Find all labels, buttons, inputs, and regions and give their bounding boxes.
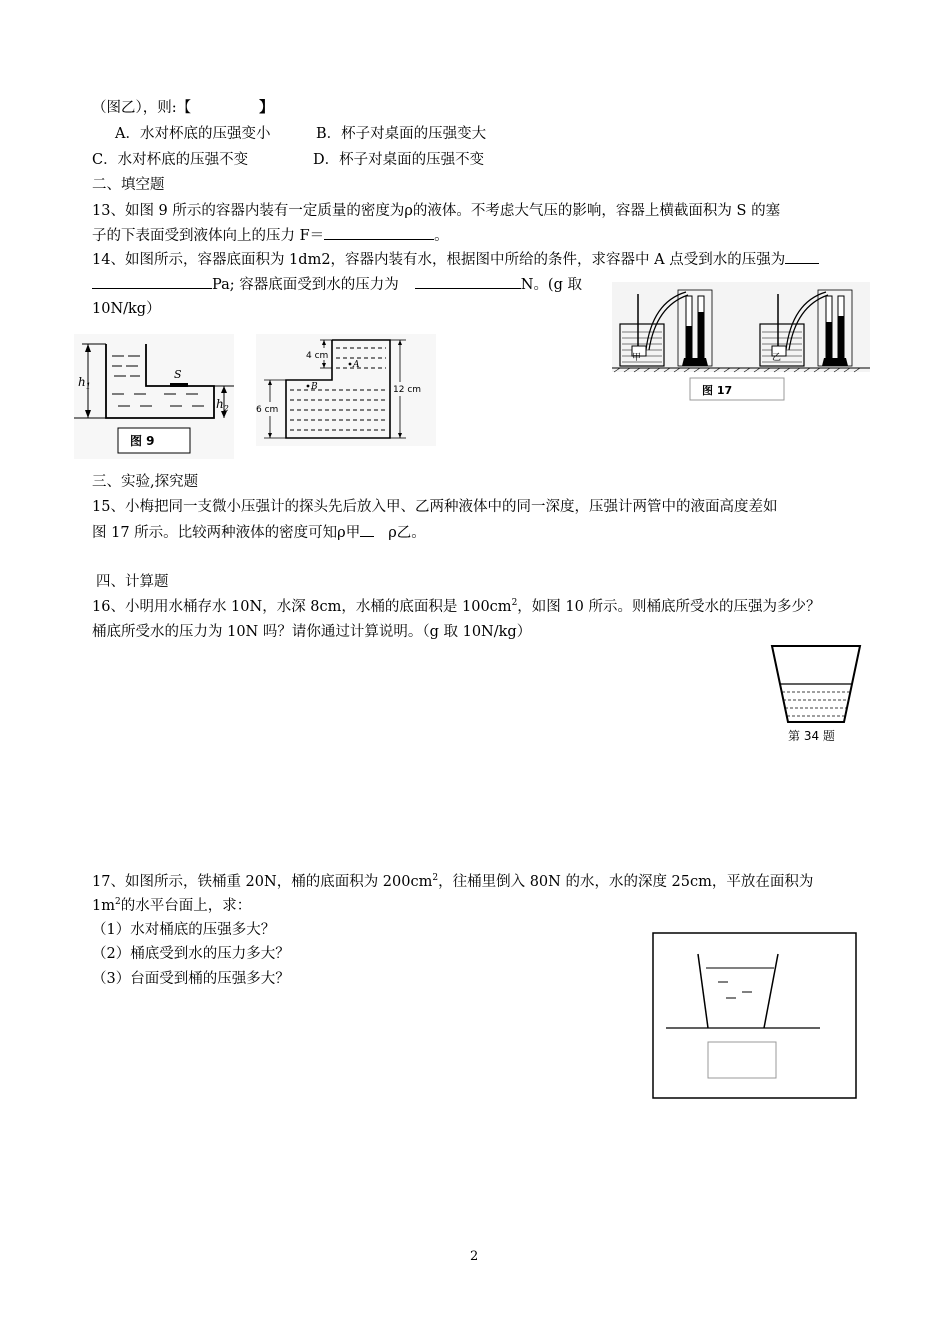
figure-iron-bucket <box>652 932 858 1100</box>
q14-line2 <box>92 275 582 294</box>
option-a-text: A．水对杯底的压强变小 <box>115 126 271 142</box>
text: 图 17 所示。比较两种液体的密度可知ρ甲 <box>92 525 361 541</box>
text: ，往桶里倒入 80N 的水，水的深度 25cm，平放在面积为 <box>438 874 814 890</box>
text: ，如图 10 所示。则桶底所受水的压强为多少？ <box>517 599 821 615</box>
section-heading-calc: 四、计算题 <box>96 574 169 590</box>
text: Pa; 容器底面受到水的压力为 <box>212 277 399 293</box>
fig9-h1-sub: 1 <box>85 382 91 391</box>
fig9-caption: 图 9 <box>130 434 155 448</box>
text: （图乙），则:【 <box>92 100 192 116</box>
text: 16、小明用水桶存水 10N，水深 8cm，水桶的底面积是 100cm <box>92 599 512 615</box>
q17-sub3: （3）台面受到桶的压强多大？ <box>92 971 290 987</box>
option-d <box>313 151 484 169</box>
answer-blank[interactable] <box>324 226 434 240</box>
fig9-s-label: S <box>174 368 182 381</box>
text: 的水平台面上，求： <box>120 898 252 914</box>
fig17-jia-label: 甲 <box>632 353 642 363</box>
q14-line3: 10N/kg） <box>92 301 161 317</box>
line-fig-yi <box>92 99 274 117</box>
text: 1m <box>92 898 115 914</box>
text: 14、如图所示，容器底面积为 1dm2，容器内装有水，根据图中所给的条件，求容器中 A 点受到水的压强为 <box>92 252 786 268</box>
answer-blank[interactable] <box>92 275 212 289</box>
q16-line1 <box>92 598 820 616</box>
q17-line1 <box>92 873 813 891</box>
q16-line2: 桶底所受水的压力为 10N 吗？请你通过计算说明。（g 取 10N/kg） <box>92 624 532 640</box>
fig14-12cm-label: 12 cm <box>393 385 422 395</box>
fig14-a-label: A <box>353 360 360 370</box>
q14-line1 <box>92 250 819 269</box>
q17-sub1: （1）水对桶底的压强多大？ <box>92 922 276 938</box>
page-number: 2 <box>470 1249 479 1264</box>
fig14-4cm-label: 4 cm <box>306 351 329 361</box>
option-c <box>92 151 248 169</box>
fig9-h2-sub: 2 <box>223 404 229 413</box>
option-c-text: C．水对杯底的压强不变 <box>92 152 249 168</box>
option-b <box>316 125 486 143</box>
option-a <box>115 125 270 143</box>
figure-9 <box>74 334 234 459</box>
q15-line1: 15、小梅把同一支微小压强计的探头先后放入甲、乙两种液体中的同一深度，压强计两管中的液面高度差如 <box>92 499 778 515</box>
option-d-text: D．杯子对桌面的压强不变 <box>313 152 485 168</box>
q17-line2 <box>92 897 251 915</box>
answer-blank[interactable] <box>785 250 819 264</box>
fig34-caption: 第 34 题 <box>788 729 835 743</box>
text: N。(g 取 <box>520 277 582 293</box>
answer-blank[interactable] <box>360 523 374 537</box>
q15-line2 <box>92 523 426 542</box>
q13-line1: 13、如图 9 所示的容器内装有一定质量的密度为ρ的液体。不考虑大气压的影响，容器上横截面积为 S 的塞 <box>92 203 781 219</box>
text: 17、如图所示，铁桶重 20N，桶的底面积为 200cm <box>92 874 433 890</box>
superscript: 2 <box>511 598 518 609</box>
superscript: 2 <box>114 897 121 908</box>
figure-bucket-34 <box>768 642 864 746</box>
fig17-caption: 图 17 <box>702 384 733 397</box>
fig9-h2-label: h <box>216 397 224 411</box>
figure-17-manometers <box>612 282 870 402</box>
text: 】 <box>259 99 274 116</box>
q13-line2 <box>92 226 449 245</box>
q17-sub2: （2）桶底受到水的压力多大？ <box>92 946 290 962</box>
section-heading-experiment: 三、实验,探究题 <box>92 474 199 490</box>
fig9-h1-label: h <box>78 375 86 389</box>
figure-14-container <box>256 334 436 446</box>
section-heading-fill: 二、填空题 <box>92 177 165 193</box>
text: 子的下表面受到液体向上的压力 F＝ <box>92 228 325 244</box>
text: ρ乙。 <box>388 525 426 541</box>
option-b-text: B．杯子对桌面的压强变大 <box>316 126 487 142</box>
text: 。 <box>434 228 449 244</box>
answer-blank[interactable] <box>415 275 521 289</box>
superscript: 2 <box>432 873 439 884</box>
fig14-b-label: B <box>311 382 318 392</box>
fig17-yi-label: 乙 <box>772 353 782 363</box>
fig14-6cm-label: 6 cm <box>256 405 279 415</box>
